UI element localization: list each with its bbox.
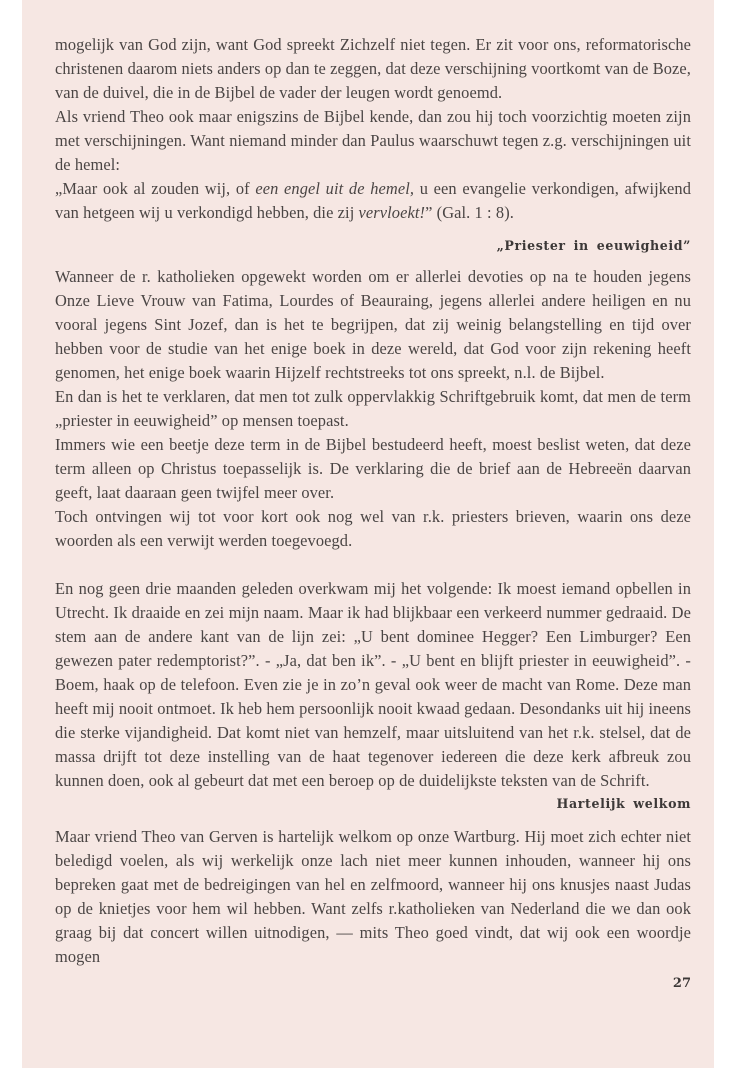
text-section-welkom — [55, 825, 691, 969]
paragraph: mogelijk van God zijn, want God spreekt Zichzelf niet tegen. Er zit voor ons, reformatorische christenen daarom niets anders op dan te zeggen, dat deze verschijning voortkomt van de Boze, van de duivel, die in de Bijbel de vader der leugen wordt genoemd. — [55, 35, 691, 102]
text-section-priester — [55, 265, 691, 553]
quote-text: „Maar ook al zouden wij, of — [55, 179, 256, 198]
book-page — [22, 0, 714, 1068]
quote-italic: een engel uit de hemel, — [255, 179, 415, 198]
paragraph: Wanneer de r. katholieken opgewekt worden om er allerlei devoties op na te houden jegens Onze Lieve Vrouw van Fatima, Lourdes of Beauraing, jegens allerlei andere heiligen en nu vooral jegens Sint Jozef, dan is het te begrijpen, dat zij weinig belangstelling en tijd over hebben voor de studie van het enige boek in deze wereld, dat God voor zijn rekening heeft genomen, het enige boek waarin Hijzelf rechtstreeks tot ons spreekt, n.l. de Bijbel. — [55, 267, 691, 382]
text-section-anecdote — [55, 577, 691, 793]
section-heading-priester: „Priester in eeuwigheid” — [496, 238, 691, 253]
section-heading-welkom: Hartelijk welkom — [556, 796, 691, 811]
text-section-intro — [55, 33, 691, 225]
quote-italic: vervloekt! — [358, 203, 426, 222]
bible-quote — [55, 177, 691, 225]
paragraph: Als vriend Theo ook maar enigszins de Bijbel kende, dan zou hij toch voorzichtig moeten zijn met verschijningen. Want niemand minder dan Paulus waarschuwt tegen z.g. verschijningen uit de hemel: — [55, 107, 691, 174]
paragraph: Maar vriend Theo van Gerven is hartelijk welkom op onze Wartburg. Hij moet zich echter niet beledigd voelen, als wij werkelijk onze lach niet meer kunnen inhouden, wanneer hij ons bepreken gaat met de bedreigingen van hel en zelfmoord, wanneer hij ons knusjes naast Judas op de knietjes voor hem wil hebben. Want zelfs r.katholieken van Nederland die we dan ook graag bij dat concert willen uitnodigen, — mits Theo goed vindt, dat wij ook een woordje mogen — [55, 827, 691, 966]
quote-reference: ” (Gal. 1 : 8). — [425, 203, 514, 222]
paragraph: Toch ontvingen wij tot voor kort ook nog wel van r.k. priesters brieven, waarin ons deze woorden als een verwijt werden toegevoegd. — [55, 507, 691, 550]
paragraph: Immers wie een beetje deze term in de Bijbel bestudeerd heeft, moest beslist weten, dat deze term alleen op Christus toepasselijk is. De verklaring die de brief aan de Hebreeën daarvan geeft, laat daaraan geen twijfel meer over. — [55, 435, 691, 502]
page-number: 27 — [672, 976, 691, 991]
paragraph: En nog geen drie maanden geleden overkwam mij het volgende: Ik moest iemand opbellen in Utrecht. Ik draaide en zei mijn naam. Maar ik had blijkbaar een verkeerd nummer gedraaid. De stem aan de andere kant van de lijn zei: „U bent dominee Hegger? Een Limburger? Een gewezen pater redemptorist?”. - „Ja, dat ben ik”. - „U bent en blijft priester in eeuwigheid”. - Boem, haak op de telefoon. Even zie je in zo’n geval ook weer de macht van Rome. Deze man heeft mij nooit ontmoet. Ik heb hem persoonlijk nooit kwaad gedaan. Desondanks uit hij ineens die sterke vijandigheid. Dat komt niet van hemzelf, maar uitsluitend van het r.k. stelsel, dat de massa drijft tot deze instelling van de haat tegenover iedereen die deze kerk afbreuk zou kunnen doen, ook al gebeurt dat met een beroep op de duidelijkste teksten van de Schrift. — [55, 579, 691, 790]
quote-text: u een evangelie verkondigen, afwijkend van hetgeen wij u verkondigd hebben, die zij — [55, 179, 692, 222]
paragraph: En dan is het te verklaren, dat men tot zulk oppervlakkig Schriftgebruik komt, dat men de term „priester in eeuwigheid” op mensen toepast. — [55, 387, 691, 430]
